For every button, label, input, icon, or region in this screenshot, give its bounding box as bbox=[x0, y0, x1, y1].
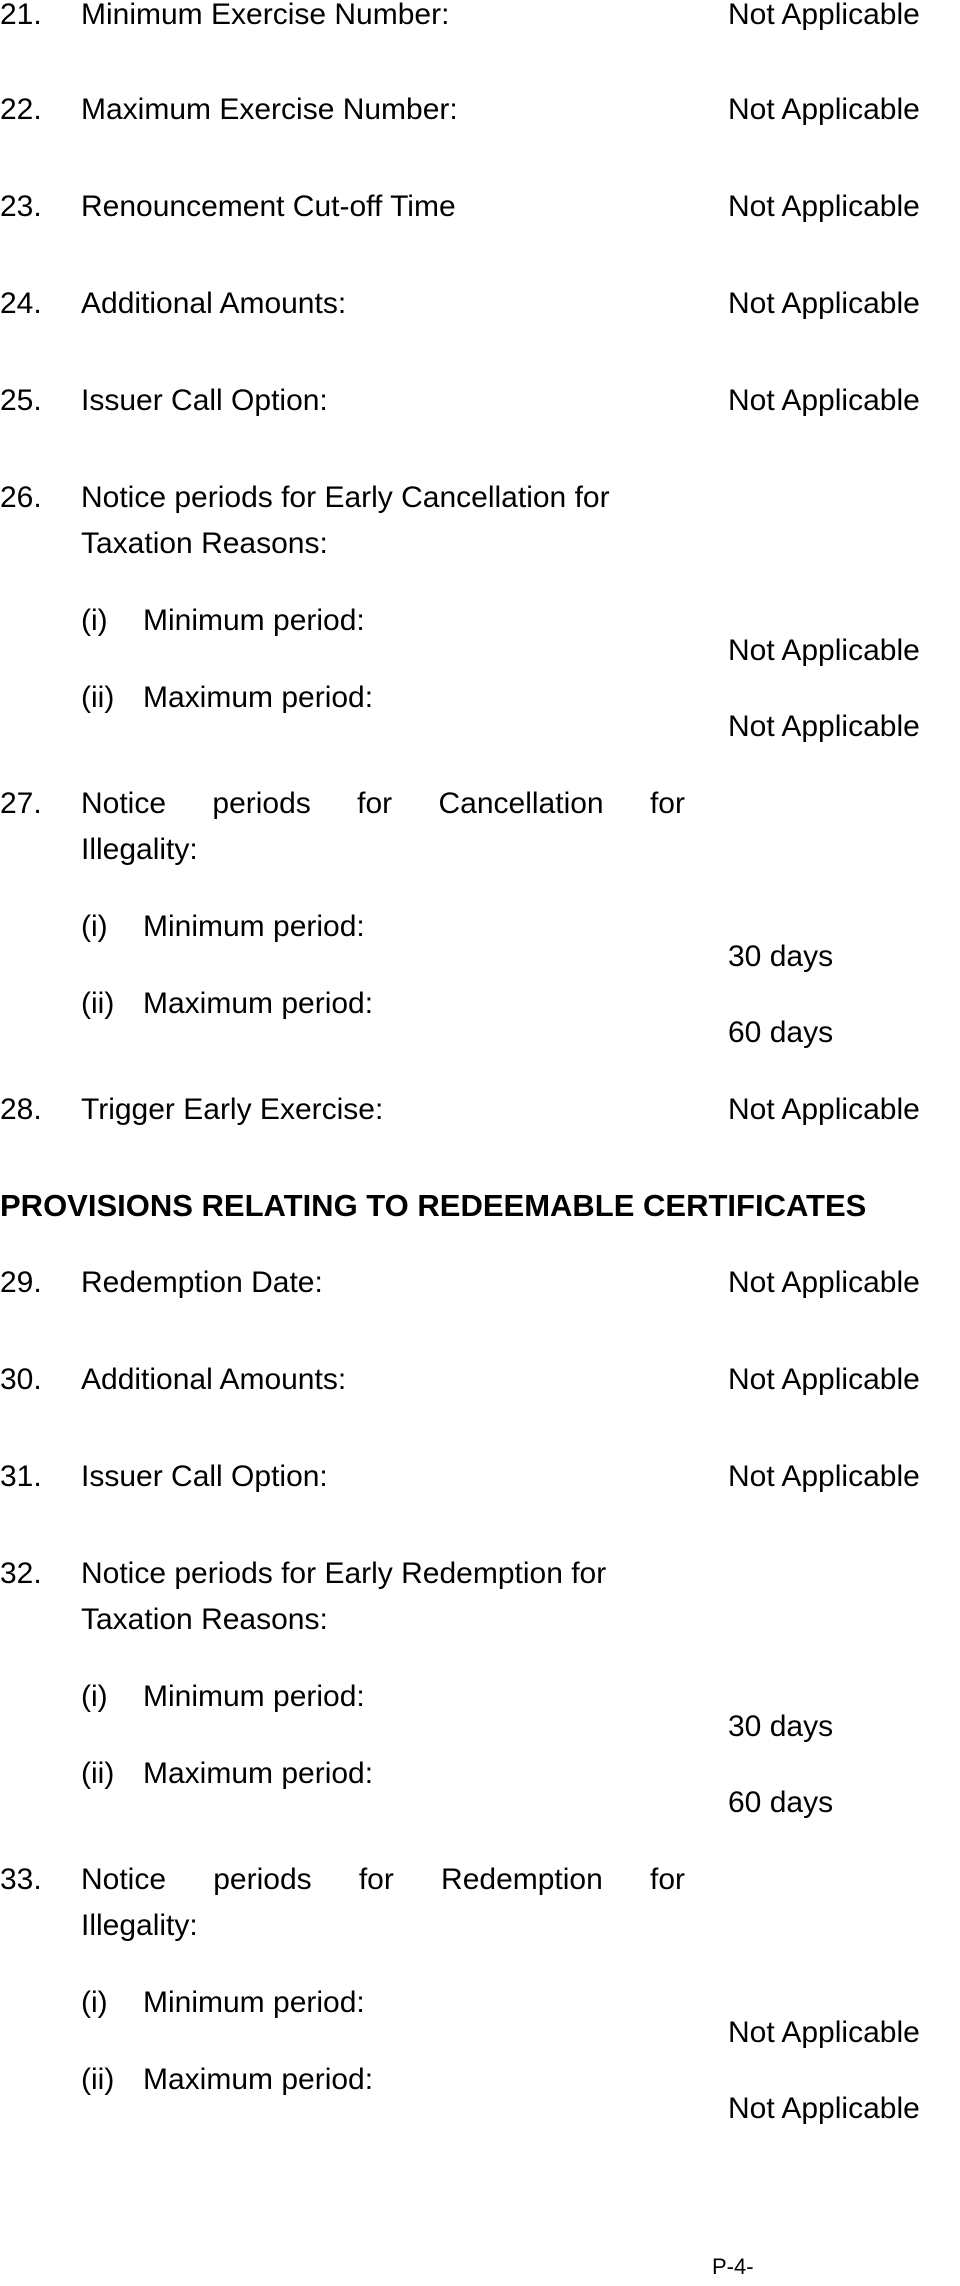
item-number: 24. bbox=[0, 287, 42, 320]
sub-item-value: Not Applicable bbox=[728, 634, 920, 667]
item-number: 29. bbox=[0, 1266, 42, 1299]
item-value: Not Applicable bbox=[728, 1266, 920, 1299]
sub-item-value: 30 days bbox=[728, 940, 834, 973]
sub-item-label: Maximum period: bbox=[143, 1757, 374, 1790]
item-value: Not Applicable bbox=[728, 0, 920, 31]
item-value: Not Applicable bbox=[728, 384, 920, 417]
item-number: 21. bbox=[0, 0, 42, 31]
section-heading: PROVISIONS RELATING TO REDEEMABLE CERTIFICATES bbox=[0, 1188, 867, 1223]
item-value: Not Applicable bbox=[728, 1093, 920, 1126]
item-number: 32. bbox=[0, 1557, 42, 1590]
sub-item-number: (ii) bbox=[81, 681, 115, 714]
item-label: Maximum Exercise Number: bbox=[81, 93, 458, 126]
sub-item-value: 60 days bbox=[728, 1786, 834, 1819]
item-label-continued: Illegality: bbox=[81, 833, 198, 866]
item-label-continued: Illegality: bbox=[81, 1909, 198, 1942]
sub-item-value: 60 days bbox=[728, 1016, 834, 1049]
item-number: 33. bbox=[0, 1863, 42, 1896]
item-label-continued: Taxation Reasons: bbox=[81, 527, 328, 560]
label-word: Notice bbox=[81, 787, 167, 820]
sub-item-label: Maximum period: bbox=[143, 987, 374, 1020]
sub-item-value: Not Applicable bbox=[728, 710, 920, 743]
item-number: 31. bbox=[0, 1460, 42, 1493]
item-label bbox=[81, 787, 685, 821]
item-label: Notice periods for Early Cancellation for bbox=[81, 481, 610, 514]
label-word: for bbox=[357, 787, 393, 820]
item-label: Redemption Date: bbox=[81, 1266, 323, 1299]
item-label: Minimum Exercise Number: bbox=[81, 0, 450, 31]
page-number: P-4- bbox=[712, 2254, 754, 2279]
item-label bbox=[81, 1863, 685, 1897]
item-number: 25. bbox=[0, 384, 42, 417]
sub-item-number: (i) bbox=[81, 1986, 108, 2019]
item-number: 22. bbox=[0, 93, 42, 126]
item-label-continued: Taxation Reasons: bbox=[81, 1603, 328, 1636]
sub-item-value: Not Applicable bbox=[728, 2016, 920, 2049]
label-word: for bbox=[358, 1863, 394, 1896]
sub-item-label: Minimum period: bbox=[143, 604, 365, 637]
label-word: for bbox=[649, 1863, 685, 1896]
item-number: 27. bbox=[0, 787, 42, 820]
sub-item-number: (i) bbox=[81, 1680, 108, 1713]
label-word: for bbox=[649, 787, 685, 820]
item-value: Not Applicable bbox=[728, 287, 920, 320]
sub-item-label: Maximum period: bbox=[143, 2063, 374, 2096]
sub-item-label: Minimum period: bbox=[143, 1986, 365, 2019]
label-word: Cancellation bbox=[438, 787, 604, 820]
item-label: Issuer Call Option: bbox=[81, 384, 328, 417]
item-value: Not Applicable bbox=[728, 93, 920, 126]
item-label: Additional Amounts: bbox=[81, 287, 347, 320]
item-value: Not Applicable bbox=[728, 190, 920, 223]
sub-item-number: (i) bbox=[81, 604, 108, 637]
item-value: Not Applicable bbox=[728, 1460, 920, 1493]
sub-item-number: (ii) bbox=[81, 1757, 115, 1790]
sub-item-value: 30 days bbox=[728, 1710, 834, 1743]
item-label: Trigger Early Exercise: bbox=[81, 1093, 384, 1126]
sub-item-number: (i) bbox=[81, 910, 108, 943]
sub-item-value: Not Applicable bbox=[728, 2092, 920, 2125]
item-label: Renouncement Cut-off Time bbox=[81, 190, 456, 223]
label-word: periods bbox=[213, 1863, 312, 1896]
item-number: 23. bbox=[0, 190, 42, 223]
label-word: Redemption bbox=[441, 1863, 603, 1896]
item-number: 30. bbox=[0, 1363, 42, 1396]
label-word: periods bbox=[212, 787, 311, 820]
sub-item-label: Maximum period: bbox=[143, 681, 374, 714]
sub-item-number: (ii) bbox=[81, 987, 115, 1020]
item-number: 28. bbox=[0, 1093, 42, 1126]
item-label: Additional Amounts: bbox=[81, 1363, 347, 1396]
sub-item-number: (ii) bbox=[81, 2063, 115, 2096]
item-label: Issuer Call Option: bbox=[81, 1460, 328, 1493]
sub-item-label: Minimum period: bbox=[143, 910, 365, 943]
label-word: Notice bbox=[81, 1863, 167, 1896]
item-value: Not Applicable bbox=[728, 1363, 920, 1396]
item-number: 26. bbox=[0, 481, 42, 514]
item-label: Notice periods for Early Redemption for bbox=[81, 1557, 607, 1590]
sub-item-label: Minimum period: bbox=[143, 1680, 365, 1713]
